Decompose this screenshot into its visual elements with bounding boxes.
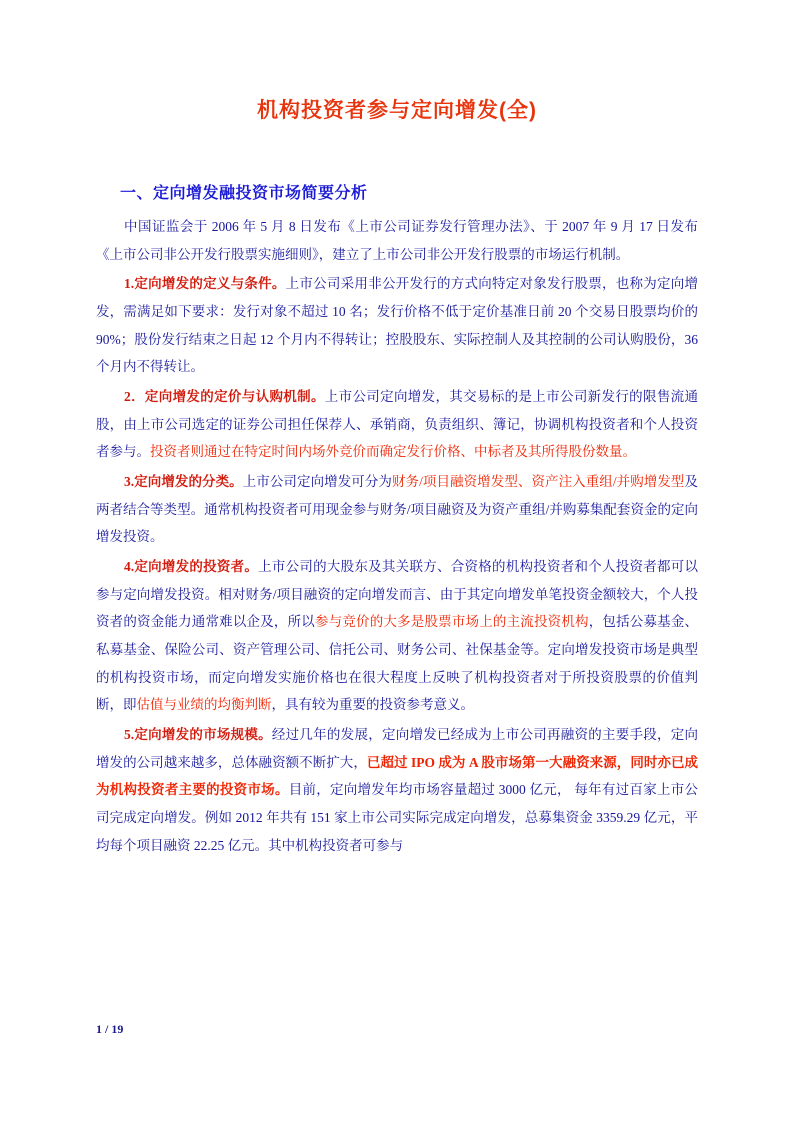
paragraph-item-4-highlight-b: 估值与业绩的均衡判断 xyxy=(136,697,272,713)
paragraph-item-2-lead: 2．定向增发的定价与认购机制。 xyxy=(124,389,325,405)
paragraph-item-3-highlight: 财务/项目融资增发型、资产注入重组/并购增发型 xyxy=(391,474,685,490)
paragraph-intro xyxy=(96,213,698,268)
page-title: 机构投资者参与定向增发(全) xyxy=(257,99,537,122)
paragraph-item-1-lead: 1.定向增发的定义与条件。 xyxy=(124,276,286,292)
paragraph-intro-text: 中国证监会于 2006 年 5 月 8 日发布《上市公司证券发行管理办法》、于 2007 年 9 月 17 日发布《上市公司非公开发行股票实施细则》，建立了上市公司非公开发行股票的市场运行机制。 xyxy=(96,219,698,262)
paragraph-item-5-lead: 5.定向增发的市场规模。 xyxy=(124,727,272,743)
paragraph-item-5-text-b: 目前，定向增发年均市场容量超过 3000 亿元， 每年有过百家上市公司完成定向增发。例如 2012 年共有 151 家上市公司实际完成定向增发，总募集资金 3359.29 亿元，平均每个项目融资 22.25 亿元。其中机构投资者可参与 xyxy=(96,782,698,853)
paragraph-item-2-highlight: 投资者则通过在特定时间内场外竞价而确定发行价格、中标者及其所得股份数量。 xyxy=(150,444,636,460)
paragraph-item-3 xyxy=(96,468,698,551)
footer-divider xyxy=(96,1022,698,1023)
page-number: 1 / 19 xyxy=(96,1022,124,1036)
paragraph-item-3-text-b: 及两者结合等类型。通常机构投资者可用现金参与财务/项目融资及为资产重组/并购募集配套资金的定向增发投资。 xyxy=(96,474,698,545)
paragraph-item-1-text: 上市公司采用非公开发行的方式向特定对象发行股票，也称为定向增发，需满足如下要求：发行对象不超过 10 名；发行价格不低于定价基准日前 20 个交易日股票均价的 90%；股份发行结束之日起 12 个月内不得转让；控股股东、实际控制人及其控制的公司认购股份，36 个月内不得转让。 xyxy=(96,276,699,375)
paragraph-item-3-lead: 3.定向增发的分类。 xyxy=(124,474,243,490)
paragraph-item-4-text-a: 上市公司的大股东及其关联方、合资格的机构投资者和个人投资者都可以参与定向增发投资。相对财务/项目融资的定向增发而言、由于其定向增发单笔投资金额较大，个人投资者的资金能力通常难以企及，所以 xyxy=(96,559,698,630)
paragraph-item-3-text-a: 上市公司定向增发可分为 xyxy=(242,474,392,490)
paragraph-item-4-text-b: ，包括公募基金、私募基金、保险公司、资产管理公司、信托公司、财务公司、社保基金等。定向增发投资市场是典型的机构投资市场，而定向增发实施价格也在很大程度上反映了机构投资者对于所投资股票的价值判断，即 xyxy=(96,614,699,713)
paragraph-item-5 xyxy=(96,721,698,859)
paragraph-item-5-highlight: 已超过 IPO 成为 A 股市场第一大融资来源，同时亦已成为机构投资者主要的投资市场。 xyxy=(96,754,698,798)
paragraph-item-4-lead: 4.定向增发的投资者。 xyxy=(124,559,259,575)
paragraph-item-4 xyxy=(96,553,698,719)
paragraph-item-2 xyxy=(96,383,698,466)
document-body xyxy=(96,86,698,859)
paragraph-item-4-text-c: ，具有较为重要的投资参考意义。 xyxy=(271,697,474,713)
paragraph-item-4-highlight-a: 参与竞价的大多是股票市场上的主流投资机构 xyxy=(314,614,589,630)
paragraph-item-1 xyxy=(96,270,698,381)
paragraph-item-5-text-a: 经过几年的发展，定向增发已经成为上市公司再融资的主要手段，定向增发的公司越来越多，总体融资额不断扩大， xyxy=(96,727,699,770)
section-heading-1: 一、定向增发融投资市场简要分析 xyxy=(120,185,368,202)
paragraph-item-2-text: 上市公司定向增发，其交易标的是上市公司新发行的限售流通股，由上市公司选定的证券公司担任保荐人、承销商，负责组织、簿记，协调机构投资者和个人投资者参与。 xyxy=(96,389,699,460)
